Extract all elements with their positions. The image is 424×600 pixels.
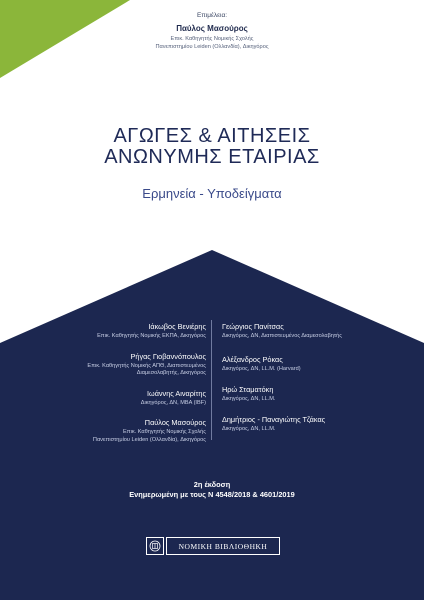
- author-affiliation: Δικηγόρος, ΔΝ, LL.M.: [222, 396, 276, 402]
- author-name: Ρήγας Γιοβαννόπουλος: [130, 351, 206, 361]
- author-affiliation: Επικ. Καθηγητής Νομικής ΕΚΠΑ, Δικηγόρος: [97, 333, 206, 339]
- author-name: Ιωάννης Αιναρίτης: [146, 388, 206, 398]
- book-seal-icon: [146, 537, 164, 555]
- editor-label: Επιμέλεια:: [196, 12, 228, 19]
- author-affiliation: [6, 429, 206, 444]
- author-entry: [222, 355, 422, 374]
- author-entry: [222, 415, 422, 434]
- author-affiliation: Δικηγόρος, ΔΝ, MBA (IBF): [140, 399, 206, 406]
- author-affiliation-line: Επικ. Καθηγητής Νομικής ΑΠΘ, Διαπιστευμένος: [87, 362, 206, 369]
- author-affiliation-line: Επικ. Καθηγητής Νομικής Σχολής: [123, 429, 206, 435]
- editor-affiliation-line: Επικ. Καθηγητής Νομικής Σχολής: [170, 36, 254, 42]
- author-name: Ηρώ Σταματόκη: [222, 385, 274, 394]
- book-title: [0, 126, 424, 168]
- author-name: Παύλος Μασούρος: [144, 418, 206, 427]
- authors-left-column: [6, 322, 206, 455]
- author-affiliation: [6, 363, 206, 378]
- author-affiliation: Δικηγόρος, ΔΝ, Διαπιστευμένος Διαμεσολαβητής: [222, 333, 342, 339]
- editor-affiliation: [0, 35, 424, 51]
- title-line: ΑΝΩΝΥΜΗΣ ΕΤΑΙΡΙΑΣ: [104, 146, 320, 168]
- editor-affiliation-line: Πανεπιστημίου Leiden (Ολλανδία), Δικηγόρος: [155, 44, 269, 50]
- editor-block: [0, 12, 424, 51]
- author-name: Ιάκωβος Βενιέρης: [148, 322, 206, 331]
- editor-name: Παύλος Μασούρος: [176, 24, 248, 33]
- title-line: ΑΓΩΓΕΣ & ΑΙΤΗΣΕΙΣ: [113, 125, 311, 147]
- publisher-logo: [146, 537, 280, 555]
- edition-update-note: Ενημερωμένη με τους Ν 4548/2018 & 4601/2019: [129, 490, 295, 499]
- author-name: Δημήτριος - Παναγιώτης Τζάκας: [222, 414, 326, 424]
- author-entry: [222, 385, 422, 404]
- author-affiliation-line: Διαμεσολαβητής, Δικηγόρος: [136, 370, 206, 376]
- author-affiliation-line: Πανεπιστημίου Leiden (Ολλανδία), Δικηγόρος: [92, 436, 206, 443]
- author-entry: [6, 352, 206, 378]
- author-name: Αλέξανδρος Ρόκας: [222, 354, 283, 364]
- author-entry: [6, 322, 206, 341]
- edition-number: 2η έκδοση: [193, 480, 231, 489]
- author-entry: [6, 389, 206, 408]
- publisher-name: ΝΟΜΙΚΗ ΒΙΒΛΙΟΘΗΚΗ: [166, 537, 280, 555]
- author-divider: [211, 320, 212, 440]
- book-subtitle: Ερμηνεία - Υποδείγματα: [142, 186, 282, 201]
- author-entry: [6, 418, 206, 444]
- author-entry: [222, 322, 422, 341]
- author-affiliation: Δικηγόρος, ΔΝ, LL.M.: [222, 425, 276, 432]
- author-affiliation: Δικηγόρος, ΔΝ, LL.M. (Harvard): [222, 365, 301, 372]
- authors-right-column: [222, 322, 422, 444]
- author-name: Γεώργιος Πανίτσας: [222, 322, 284, 331]
- edition-info: [0, 480, 424, 500]
